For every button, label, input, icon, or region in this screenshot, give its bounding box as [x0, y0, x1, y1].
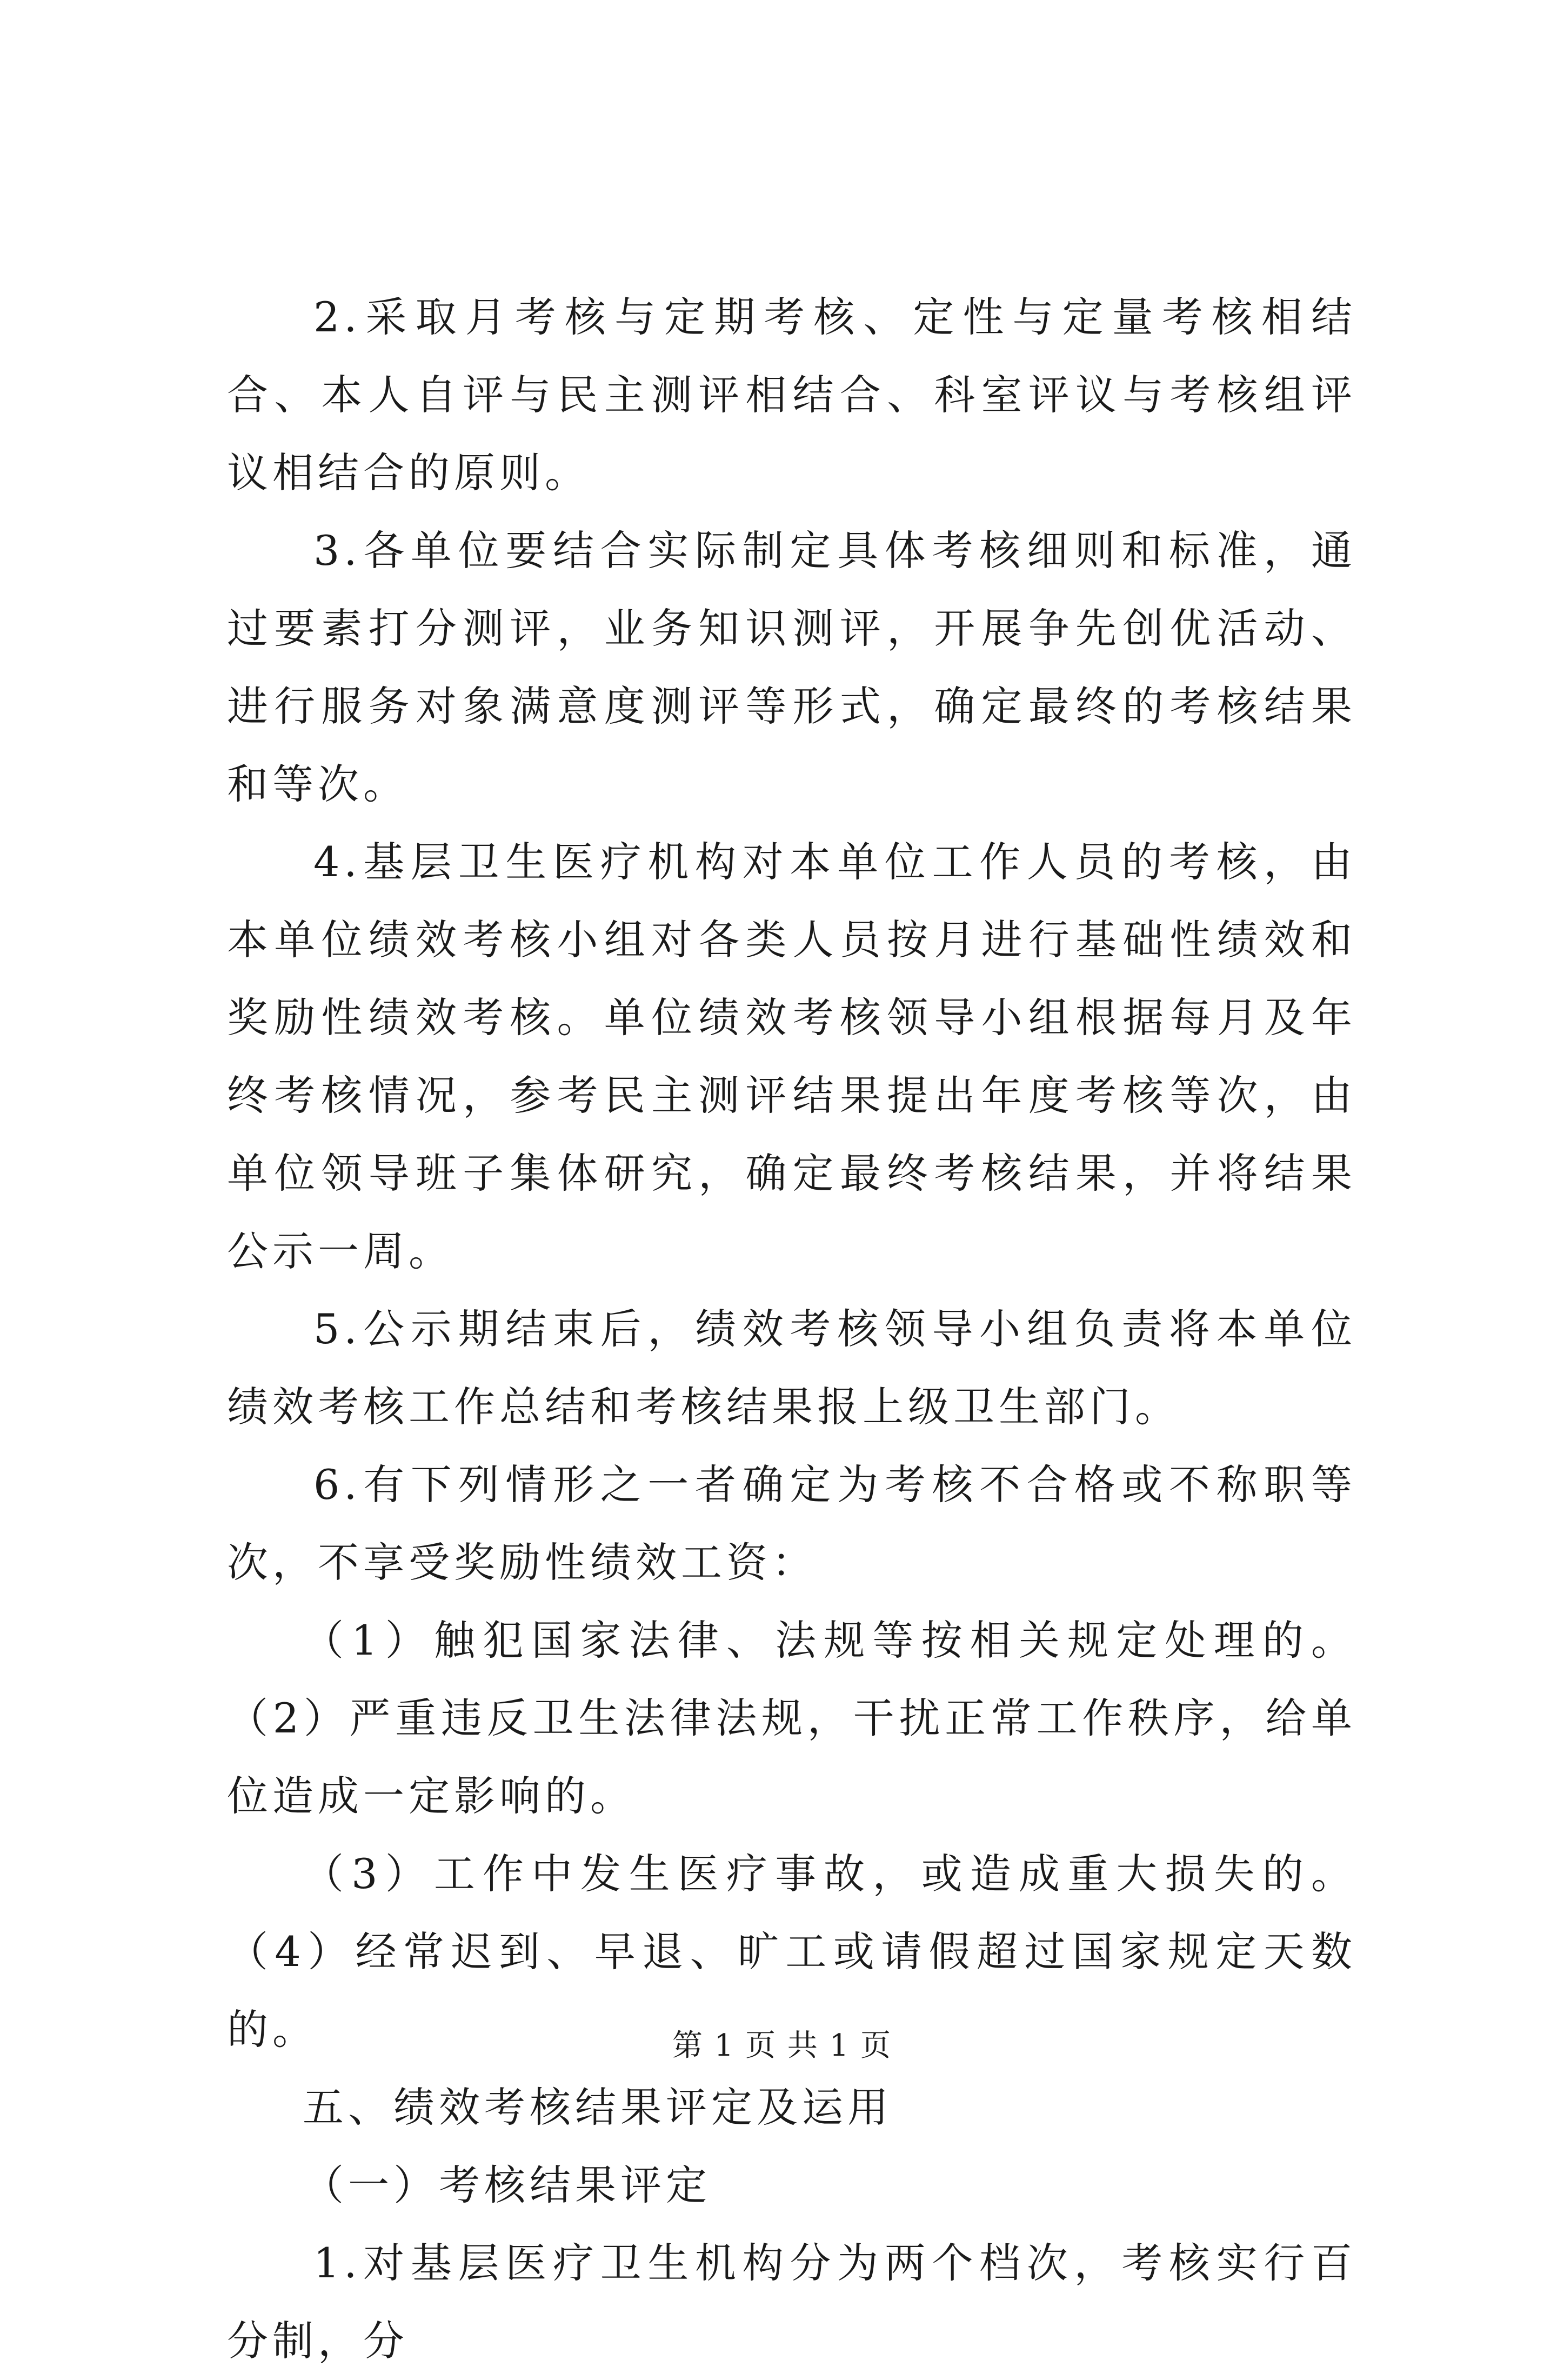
paragraph-case-3-4: （3）工作中发生医疗事故，或造成重大损失的。（4）经常迟到、早退、旷工或请假超过国家规定天数的。 [227, 1850, 1356, 2054]
paragraph-disqualification: 6.有下列情形之一者确定为考核不合格或不称职等次，不享受奖励性绩效工资： [227, 1461, 1356, 1586]
paragraph-institution-assessment: 4.基层卫生医疗机构对本单位工作人员的考核，由本单位绩效考核小组对各类人员按月进行基础性绩效和奖励性绩效考核。单位绩效考核领导小组根据每月及年终考核情况，参考民主测评结果提出年度考核等次，由单位领导班子集体研究，确定最终考核结果，并将结果公示一周。 [227, 838, 1356, 1275]
subsection-heading-one: （一）考核结果评定 [303, 2161, 711, 2209]
paragraph-assessment-method: 2.采取月考核与定期考核、定性与定量考核相结合、本人自评与民主测评相结合、科室评议与考核组评议相结合的原则。 [227, 293, 1356, 497]
paragraph-report-results: 5.公示期结束后，绩效考核领导小组负责将本单位绩效考核工作总结和考核结果报上级卫生部门。 [227, 1305, 1356, 1431]
paragraph-case-1-2: （1）触犯国家法律、法规等按相关规定处理的。（2）严重违反卫生法律法规，干扰正常工作秩序，给单位造成一定影响的。 [227, 1616, 1356, 1820]
paragraph-assessment-rules: 3.各单位要结合实际制定具体考核细则和标准，通过要素打分测评，业务知识测评，开展争先创优活动、进行服务对象满意度测评等形式，确定最终的考核结果和等次。 [227, 526, 1356, 808]
paragraph-grading: 1.对基层医疗卫生机构分为两个档次，考核实行百分制，分 [227, 2239, 1356, 2365]
page-footer: 第 1 页 共 1 页 [672, 2028, 892, 2063]
section-heading-five: 五、绩效考核结果评定及运用 [303, 2083, 893, 2131]
